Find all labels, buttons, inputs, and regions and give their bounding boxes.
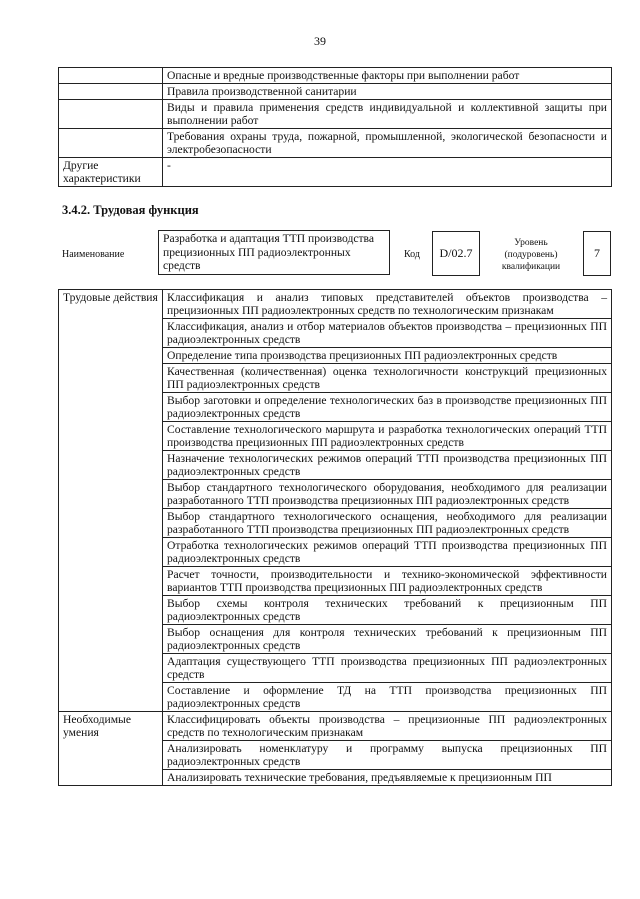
section-label: Трудовые действия [59, 290, 163, 712]
top-table [58, 67, 612, 187]
item-text: Отработка технологических режимов операций ТТП производства прецизионных ПП радиоэлектронных средств [163, 538, 612, 567]
table-row [59, 84, 612, 100]
table-row [59, 158, 612, 187]
function-name-box: Разработка и адаптация ТТП производства прецизионных ПП радиоэлектронных средств [158, 230, 390, 275]
row-text: Опасные и вредные производственные факторы при выполнении работ [163, 68, 612, 84]
page-number: 39 [314, 34, 326, 48]
main-table [58, 289, 612, 786]
name-label: Наименование [62, 249, 125, 260]
table-row [59, 290, 612, 319]
row-text: Правила производственной санитарии [163, 84, 612, 100]
row-label [59, 84, 163, 100]
table-row [59, 712, 612, 741]
item-text: Определение типа производства прецизионных ПП радиоэлектронных средств [163, 348, 612, 364]
table-row [59, 68, 612, 84]
item-text: Составление и оформление ТД на ТТП производства прецизионных ПП радиоэлектронных средств [163, 683, 612, 712]
row-text: - [163, 158, 612, 187]
item-text: Выбор оснащения для контроля технических требований к прецизионным ПП радиоэлектронных средств [163, 625, 612, 654]
section-label: Необходимые умения [59, 712, 163, 786]
row-label [59, 129, 163, 158]
item-text: Выбор заготовки и определение технологических баз в производстве прецизионных ПП радиоэлектронных средств [163, 393, 612, 422]
item-text: Адаптация существующего ТТП производства прецизионных ПП радиоэлектронных средств [163, 654, 612, 683]
item-text: Анализировать технические требования, предъявляемые к прецизионным ПП [163, 770, 612, 786]
row-label: Другие характеристики [59, 158, 163, 187]
item-text: Качественная (количественная) оценка технологичности конструкций прецизионных ПП радиоэлектронных средств [163, 364, 612, 393]
item-text: Выбор схемы контроля технических требований к прецизионным ПП радиоэлектронных средств [163, 596, 612, 625]
row-label [59, 100, 163, 129]
table-row [59, 129, 612, 158]
table-row [59, 100, 612, 129]
section-heading: 3.4.2. Трудовая функция [62, 203, 199, 217]
code-box: D/02.7 [432, 231, 480, 276]
item-text: Классификация и анализ типовых представителей объектов производства – прецизионных ПП радиоэлектронных средств по технологическим признакам [163, 290, 612, 319]
level-label: Уровень (подуровень) квалификации [501, 238, 561, 272]
level-box: 7 [583, 231, 611, 276]
code-label: Код [404, 249, 420, 260]
item-text: Расчет точности, производительности и технико-экономической эффективности вариантов ТТП производства прецизионных ПП радиоэлектронных средств [163, 567, 612, 596]
row-text: Виды и правила применения средств индивидуальной и коллективной защиты при выполнении работ [163, 100, 612, 129]
item-text: Составление технологического маршрута и разработка технологических операций ТТП производства прецизионных ПП радиоэлектронных средств [163, 422, 612, 451]
item-text: Классифицировать объекты производства – прецизионные ПП радиоэлектронных средств по технологическим признакам [163, 712, 612, 741]
item-text: Анализировать номенклатуру и программу выпуска прецизионных ПП радиоэлектронных средств [163, 741, 612, 770]
row-text: Требования охраны труда, пожарной, промышленной, экологической безопасности и электробезопасности [163, 129, 612, 158]
item-text: Выбор стандартного технологического оборудования, необходимого для реализации разработанного ТТП производства прецизионных ПП радиоэлектронных средств [163, 480, 612, 509]
item-text: Назначение технологических режимов операций ТТП производства прецизионных ПП радиоэлектронных средств [163, 451, 612, 480]
row-label [59, 68, 163, 84]
item-text: Классификация, анализ и отбор материалов объектов производства – прецизионных ПП радиоэлектронных средств [163, 319, 612, 348]
item-text: Выбор стандартного технологического оснащения, необходимого для реализации разработанного ТТП производства прецизионных ПП радиоэлектронных средств [163, 509, 612, 538]
